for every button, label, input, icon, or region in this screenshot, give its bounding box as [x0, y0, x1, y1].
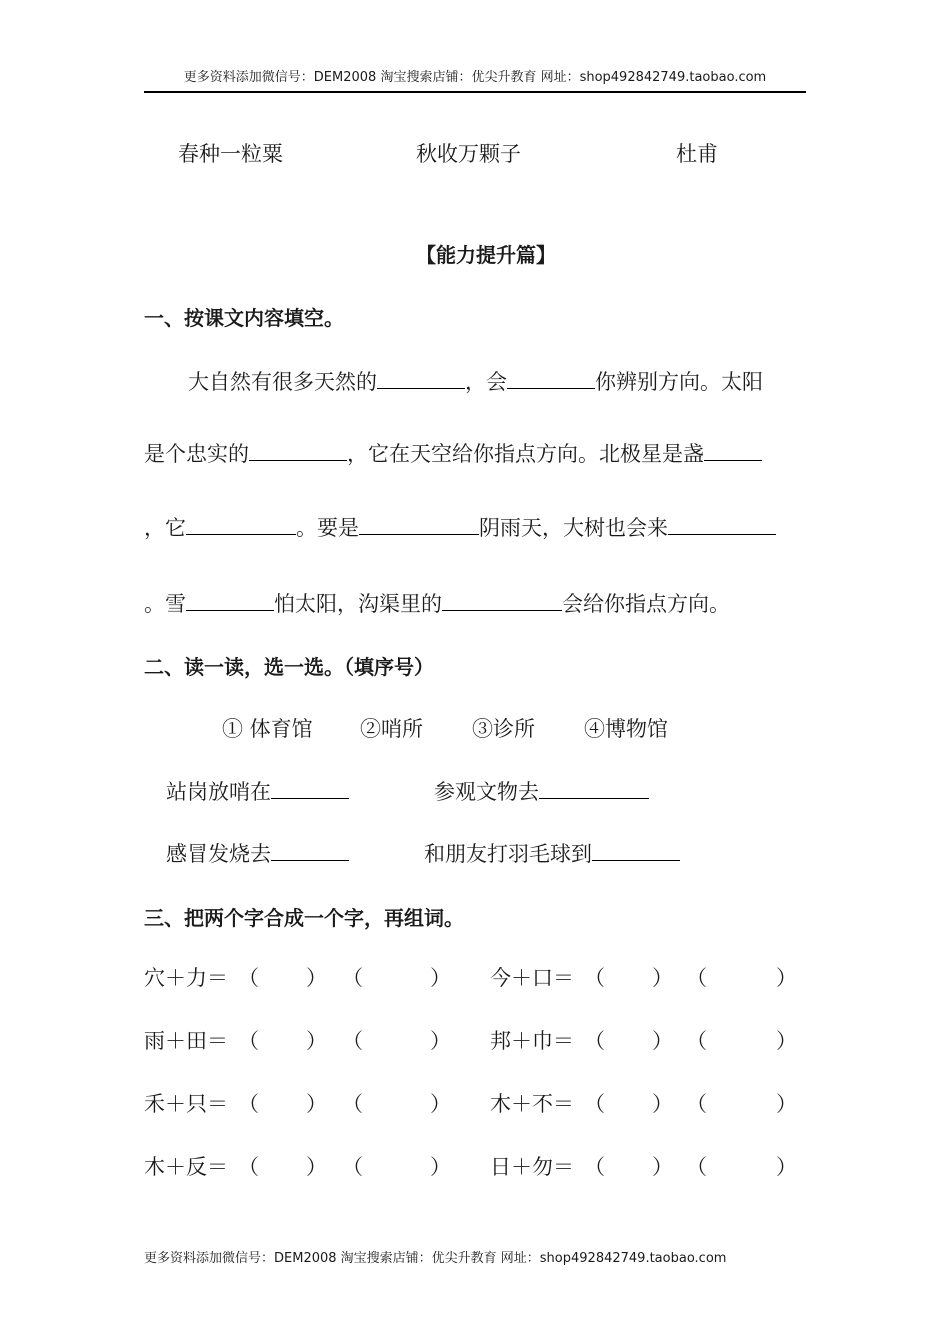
q1-line2-text-a: 是个忠实的 — [144, 442, 249, 466]
answer-blank[interactable] — [271, 780, 349, 799]
q1-line1-text-b: ，会 — [465, 370, 507, 394]
answer-blank[interactable] — [249, 442, 347, 461]
paren-open: （ — [238, 1155, 259, 1179]
paren-close: ） — [652, 1155, 673, 1179]
page-footer: 更多资料添加微信号：DEM2008 淘宝搜索店铺：优尖升教育 网址：shop492842749.taobao.com — [144, 1251, 727, 1266]
paren-open: （ — [686, 1155, 707, 1179]
q3-left-formula: 禾＋只＝ — [144, 1092, 228, 1116]
q2-item — [434, 776, 649, 806]
paren-open: （ — [342, 1029, 363, 1053]
paren-close: ） — [776, 1092, 797, 1116]
paren-open: （ — [686, 1029, 707, 1053]
paren-close: ） — [652, 1092, 673, 1116]
paren-open: （ — [238, 966, 259, 990]
section-title: 【能力提升篇】 — [416, 243, 556, 267]
paren-close: ） — [776, 1029, 797, 1053]
paren-open: （ — [238, 1029, 259, 1053]
q1-line1-text-c: 你辨别方向。太阳 — [595, 370, 763, 394]
paren-close: ） — [306, 966, 327, 990]
paren-close: ） — [776, 966, 797, 990]
answer-blank[interactable] — [442, 592, 562, 611]
proverb-part1: 春种一粒粟 — [178, 142, 283, 166]
answer-blank[interactable] — [592, 842, 680, 861]
q2-title: 二、读一读，选一选。（填序号） — [144, 655, 434, 679]
q2-item-label: 参观文物去 — [434, 780, 539, 804]
q1-line3-text-c: 阴雨天，大树也会来 — [479, 516, 668, 540]
q3-right-formula: 日＋勿＝ — [490, 1155, 574, 1179]
paren-close: ） — [306, 1155, 327, 1179]
answer-blank[interactable] — [539, 780, 649, 799]
q2-item — [166, 776, 349, 806]
q3-left-formula: 雨＋田＝ — [144, 1029, 228, 1053]
q2-item-label: 感冒发烧去 — [166, 842, 271, 866]
paren-open: （ — [584, 1029, 605, 1053]
q1-line3 — [144, 512, 776, 542]
q2-item — [166, 838, 349, 868]
q1-line1 — [188, 366, 763, 396]
paren-close: ） — [652, 1029, 673, 1053]
answer-blank[interactable] — [359, 516, 479, 535]
q3-right-formula: 今＋口＝ — [490, 966, 574, 990]
paren-open: （ — [584, 1155, 605, 1179]
q1-line4-text-c: 会给你指点方向。 — [562, 592, 730, 616]
paren-close: ） — [430, 1029, 451, 1053]
answer-blank[interactable] — [704, 442, 762, 461]
answer-blank[interactable] — [186, 592, 274, 611]
proverb-author: 杜甫 — [676, 142, 718, 166]
answer-blank[interactable] — [507, 370, 595, 389]
q3-left-formula: 木＋反＝ — [144, 1155, 228, 1179]
q2-item-label: 和朋友打羽毛球到 — [424, 842, 592, 866]
page-header: 更多资料添加微信号：DEM2008 淘宝搜索店铺：优尖升教育 网址：shop492842749.taobao.com — [144, 66, 806, 93]
q1-line4-text-a: 。雪 — [144, 592, 186, 616]
paren-open: （ — [342, 966, 363, 990]
q2-option: ① 体育馆 — [222, 717, 313, 741]
paren-open: （ — [238, 1092, 259, 1116]
proverb-part2: 秋收万颗子 — [416, 142, 521, 166]
q2-option: ④博物馆 — [584, 717, 668, 741]
q1-line4 — [144, 588, 730, 618]
answer-blank[interactable] — [271, 842, 349, 861]
paren-close: ） — [306, 1092, 327, 1116]
answer-blank[interactable] — [186, 516, 296, 535]
q1-line3-text-b: 。要是 — [296, 516, 359, 540]
q3-right-formula: 木＋不＝ — [490, 1092, 574, 1116]
q1-line1-text-a: 大自然有很多天然的 — [188, 370, 377, 394]
paren-open: （ — [342, 1155, 363, 1179]
answer-blank[interactable] — [668, 516, 776, 535]
q2-item-label: 站岗放哨在 — [166, 780, 271, 804]
paren-close: ） — [652, 966, 673, 990]
paren-open: （ — [584, 966, 605, 990]
paren-open: （ — [584, 1092, 605, 1116]
q3-title: 三、把两个字合成一个字，再组词。 — [144, 906, 464, 930]
paren-close: ） — [776, 1155, 797, 1179]
q1-title: 一、按课文内容填空。 — [144, 306, 344, 330]
q3-right-formula: 邦＋巾＝ — [490, 1029, 574, 1053]
q3-left-formula: 穴＋力＝ — [144, 966, 228, 990]
paren-open: （ — [686, 1092, 707, 1116]
q1-line2-text-b: ，它在天空给你指点方向。北极星是盏 — [347, 442, 704, 466]
paren-open: （ — [342, 1092, 363, 1116]
paren-close: ） — [306, 1029, 327, 1053]
q1-line3-text-a: ，它 — [144, 516, 186, 540]
paren-open: （ — [686, 966, 707, 990]
answer-blank[interactable] — [377, 370, 465, 389]
q2-option: ②哨所 — [360, 717, 423, 741]
q2-option: ③诊所 — [472, 717, 535, 741]
paren-close: ） — [430, 966, 451, 990]
q2-item — [424, 838, 680, 868]
q1-line2 — [144, 438, 762, 468]
paren-close: ） — [430, 1155, 451, 1179]
paren-close: ） — [430, 1092, 451, 1116]
q1-line4-text-b: 怕太阳，沟渠里的 — [274, 592, 442, 616]
